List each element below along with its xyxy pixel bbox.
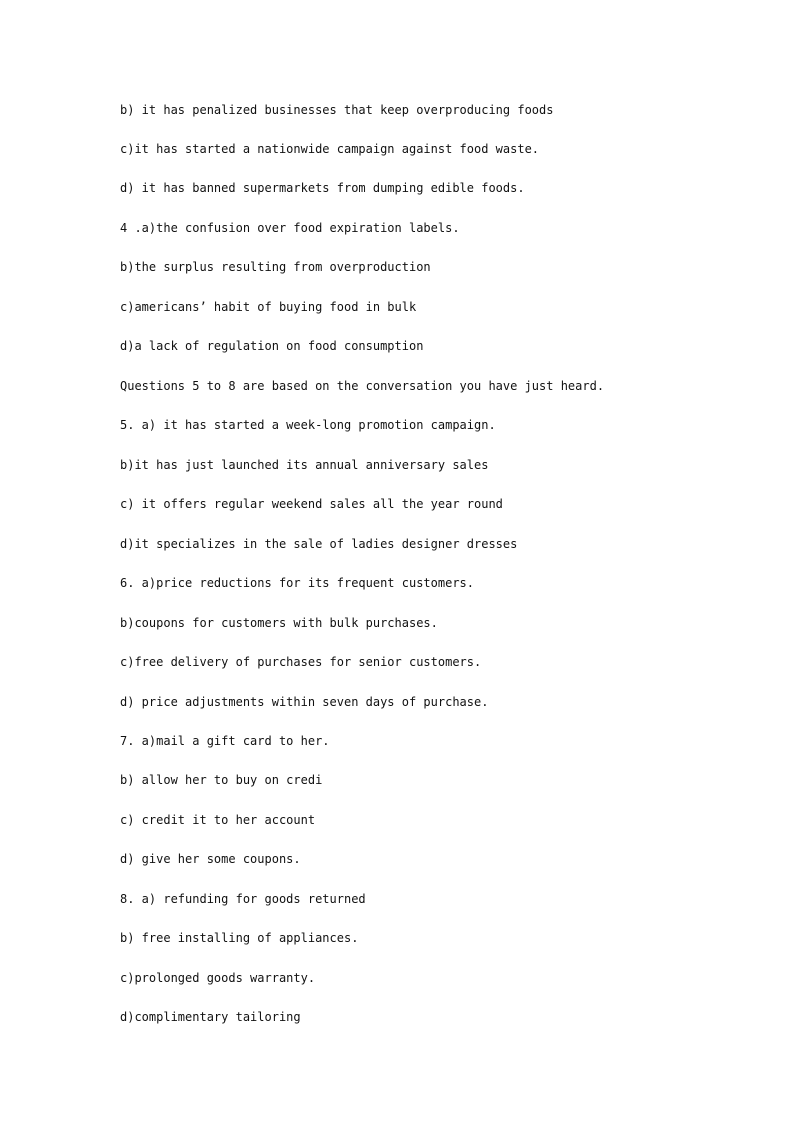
option-3b: b) it has penalized businesses that keep overproducing foods: [120, 103, 554, 117]
option-6d: d) price adjustments within seven days of purchase.: [120, 695, 489, 709]
question-8-option-a: 8. a) refunding for goods returned: [120, 892, 366, 906]
section-instruction: Questions 5 to 8 are based on the conversation you have just heard.: [120, 379, 605, 393]
option-6b: b)coupons for customers with bulk purchases.: [120, 616, 438, 630]
question-4-option-a: 4 .a)the confusion over food expiration labels.: [120, 221, 460, 235]
option-4d: d)a lack of regulation on food consumption: [120, 339, 424, 353]
option-7b: b) allow her to buy on credi: [120, 773, 323, 787]
option-5b: b)it has just launched its annual anniversary sales: [120, 458, 489, 472]
question-5-option-a: 5. a) it has started a week-long promotion campaign.: [120, 418, 496, 432]
option-8b: b) free installing of appliances.: [120, 931, 359, 945]
option-7d: d) give her some coupons.: [120, 852, 301, 866]
option-4b: b)the surplus resulting from overproduction: [120, 260, 431, 274]
option-5c: c) it offers regular weekend sales all the year round: [120, 497, 503, 511]
option-3d: d) it has banned supermarkets from dumping edible foods.: [120, 181, 525, 195]
option-6c: c)free delivery of purchases for senior customers.: [120, 655, 482, 669]
option-8c: c)prolonged goods warranty.: [120, 971, 316, 985]
question-7-option-a: 7. a)mail a gift card to her.: [120, 734, 330, 748]
question-6-option-a: 6. a)price reductions for its frequent customers.: [120, 576, 475, 590]
option-5d: d)it specializes in the sale of ladies designer dresses: [120, 537, 518, 551]
option-7c: c) credit it to her account: [120, 813, 316, 827]
option-8d: d)complimentary tailoring: [120, 1010, 301, 1024]
option-3c: c)it has started a nationwide campaign against food waste.: [120, 142, 540, 156]
option-4c: c)americans’ habit of buying food in bulk: [120, 300, 417, 314]
